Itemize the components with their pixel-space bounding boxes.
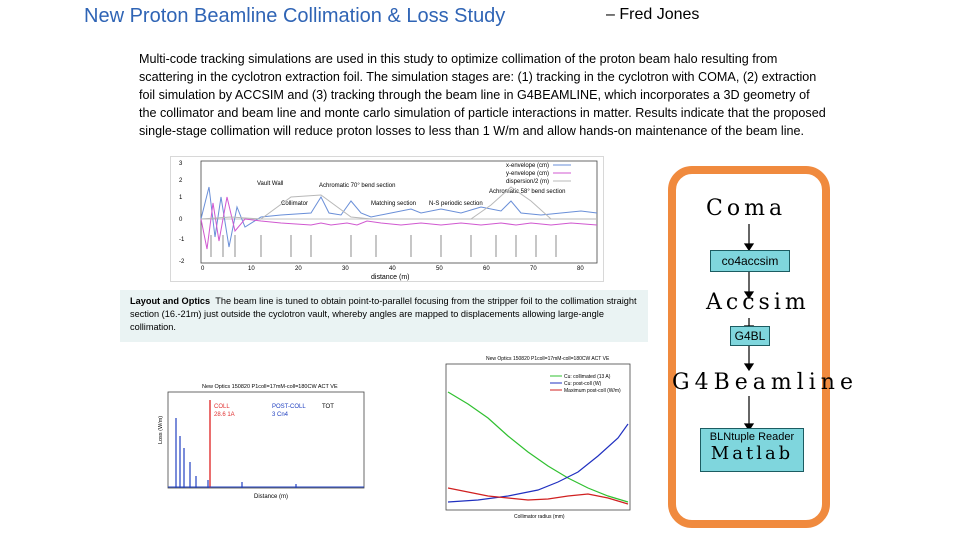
abstract-paragraph: Multi-code tracking simulations are used in this study to optimize collimation of the proton beam halo resulting from scattering in the cyclotron extraction foil. The simulation stages are: (1) tracking in the cyclotron with COMA, (2) extraction foil simulation by ACCSIM and (3) tracking through the beam line in G4BEAMLINE, which incorporates a 3D geometry of the collimator and beam line and monte carlo simulation of particle interactions in matter. Results indicate that the proposed single-stage collimation will reduce proton losses to less than 1 W/m and allow hands-on maintenance of the beam line. xyxy=(139,52,826,138)
legend-entry: TOT xyxy=(322,404,334,410)
section-label: Matching section xyxy=(371,201,417,207)
x-axis-label: distance (m) xyxy=(371,274,410,281)
y-tick-label: 3 xyxy=(179,161,183,167)
green-curve xyxy=(448,392,628,502)
y-tick-label: 1 xyxy=(179,195,183,201)
y-tick-label: 2 xyxy=(179,178,183,184)
page-title: New Proton Beamline Collimation & Loss Study xyxy=(84,5,506,27)
layout-optics-heading: Layout and Optics xyxy=(130,296,211,306)
collimation-figure xyxy=(424,352,634,520)
y-tick-label: -2 xyxy=(179,259,185,265)
x-tick-label: 40 xyxy=(389,266,396,272)
x-axis-label: Collimator radius (mm) xyxy=(514,514,565,520)
legend-entry: POST-COLL xyxy=(272,404,306,410)
x-tick-label: 80 xyxy=(577,266,584,272)
x-tick-label: 0 xyxy=(201,266,205,272)
layout-optics-box xyxy=(120,290,648,342)
loss-plot xyxy=(146,378,368,502)
stage-matlab: Matlab xyxy=(710,443,794,464)
legend-entry: Cu: post-coll (W) xyxy=(564,381,602,387)
file-blntuple-reader: BLNtuple Reader xyxy=(709,431,795,443)
beamline-elements xyxy=(211,235,556,257)
optics-figure xyxy=(170,156,604,282)
y-tick-label: -1 xyxy=(179,237,185,243)
legend-entry: Maximum post-coll (W/m) xyxy=(564,388,621,394)
legend-entry: x-envelope (cm) xyxy=(506,163,550,169)
stage-accsim: Accsim xyxy=(706,290,810,315)
x-tick-label: 20 xyxy=(295,266,302,272)
layout-optics-text: The beam line is tuned to obtain point-to-parallel focusing from the stripper foil to the collimation straight section (16.-21m) just outside the cyclotron vault, whereby angles are mapped to displacements allowing large-angle collimation. xyxy=(130,296,637,332)
loss-figure xyxy=(146,378,368,502)
stage-coma: Coma xyxy=(706,196,787,221)
x-tick-label: 60 xyxy=(483,266,490,272)
optics-plot xyxy=(171,157,603,281)
section-label: Collimator xyxy=(281,201,309,207)
x-envelope-curve xyxy=(201,187,597,247)
x-tick-label: 50 xyxy=(436,266,443,272)
y-tick-label: 0 xyxy=(179,217,183,223)
stage-g4beamline: G4Beamline xyxy=(672,370,858,395)
x-tick-label: 30 xyxy=(342,266,349,272)
legend-entry: COLL xyxy=(214,404,230,410)
loss-plot-title: New Optics 150820 P1coll=17mM-coll=180CW ACT VE xyxy=(202,384,338,390)
section-label: Achromatic 70° bend section xyxy=(319,183,396,189)
author-name: – Fred Jones xyxy=(606,6,700,23)
file-g4bl: G4BL xyxy=(730,326,770,346)
plot-frame xyxy=(168,392,364,488)
x-tick-label: 10 xyxy=(248,266,255,272)
y-axis-label: Loss (W/m) xyxy=(158,415,164,444)
loss-spikes xyxy=(176,418,296,488)
section-label: Achromatic 58° bend section xyxy=(489,189,566,195)
collimation-plot-title: New Optics 150820 P1coll=17mM-coll=180CW ACT VE xyxy=(486,356,610,362)
blue-curve xyxy=(448,424,628,502)
x-tick-labels xyxy=(201,266,584,272)
legend-entry: dispersion/2 (m) xyxy=(506,179,550,185)
legend-value: 28.6 1A xyxy=(214,412,235,418)
section-label: Vault Wall xyxy=(257,181,284,187)
plot-frame xyxy=(446,364,630,510)
legend-value: 3 Cn4 xyxy=(272,412,289,418)
x-axis-label: Distance (m) xyxy=(254,494,289,500)
file-co4accsim: co4accsim xyxy=(710,250,790,272)
section-label: N-S periodic section xyxy=(429,201,483,207)
ntuple-matlab-box xyxy=(700,428,804,472)
x-tick-label: 70 xyxy=(530,266,537,272)
collimation-plot xyxy=(424,352,634,520)
legend-entry: Cu: collimated (13 A) xyxy=(564,374,611,380)
legend-entry: y-envelope (cm) xyxy=(506,171,550,177)
